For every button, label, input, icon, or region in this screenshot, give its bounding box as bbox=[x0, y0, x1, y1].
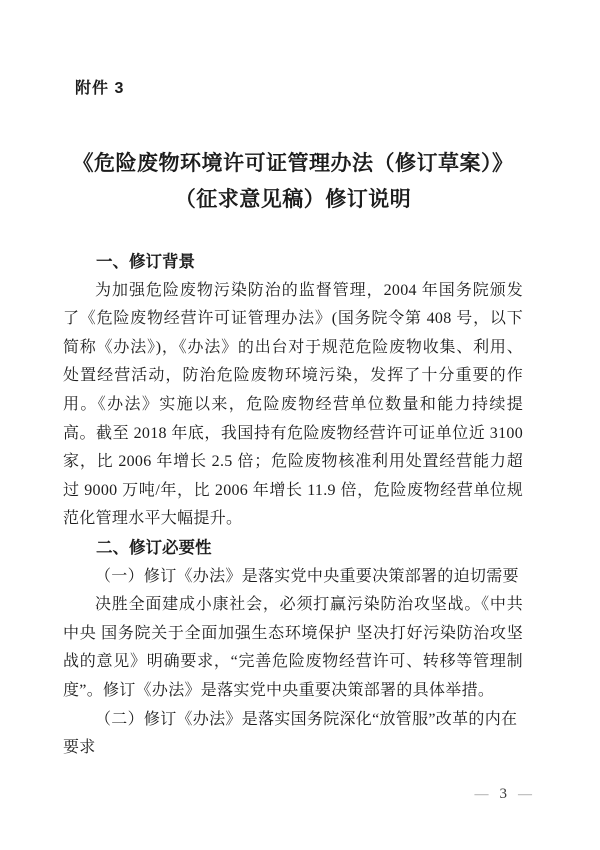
paragraph-background: 为加强危险废物污染防治的监督管理，2004 年国务院颁发了《危险废物经营许可证管理办法》(国务院令第 408 号，以下简称《办法》)，《办法》的出台对于规范危险废物收集、利用、处置经营活动，防治危险废物环境污染，发挥了十分重要的作用。《办法》实施以来，危险废物经营单位数量和能力持续提高。截至 2018 年底，我国持有危险废物经营许可证单位近 3100 家，比 2006 年增长 2.5 倍；危险废物核准利用处置经营能力超过 9000 万吨/年，比 2006 年增长 11.9 倍，危险废物经营单位规范化管理水平大幅提升。 bbox=[63, 281, 523, 528]
subsection-heading-2: （二）修订《办法》是落实国务院深化“放管服”改革的内在要求 bbox=[63, 710, 518, 757]
section-heading-necessity: 二、修订必要性 bbox=[96, 538, 212, 557]
footer-left-dash: — bbox=[474, 787, 489, 802]
document-title-line1: 《危险废物环境许可证管理办法（修订草案）》 bbox=[72, 152, 514, 175]
document-title-line2: （征求意见稿）修订说明 bbox=[174, 188, 412, 211]
document-title bbox=[63, 146, 523, 218]
section-heading-background: 一、修订背景 bbox=[96, 253, 195, 271]
document-content bbox=[63, 78, 523, 763]
subsection-heading-1: （一）修订《办法》是落实党中央重要决策部署的迫切需要 bbox=[95, 567, 519, 585]
paragraph-necessity-1: 决胜全面建成小康社会，必须打赢污染防治攻坚战。《中共中央 国务院关于全面加强生态环境保护 坚决打好污染防治攻坚战的意见》明确要求，“完善危险废物经营许可、转移等管理制度”。修订《办法》是落实党中央重要决策部署的具体举措。 bbox=[63, 596, 523, 699]
attachment-label: 附件 3 bbox=[75, 80, 125, 97]
page-footer bbox=[475, 784, 533, 805]
page-number: 3 bbox=[499, 786, 507, 802]
footer-right-dash: — bbox=[518, 787, 532, 802]
